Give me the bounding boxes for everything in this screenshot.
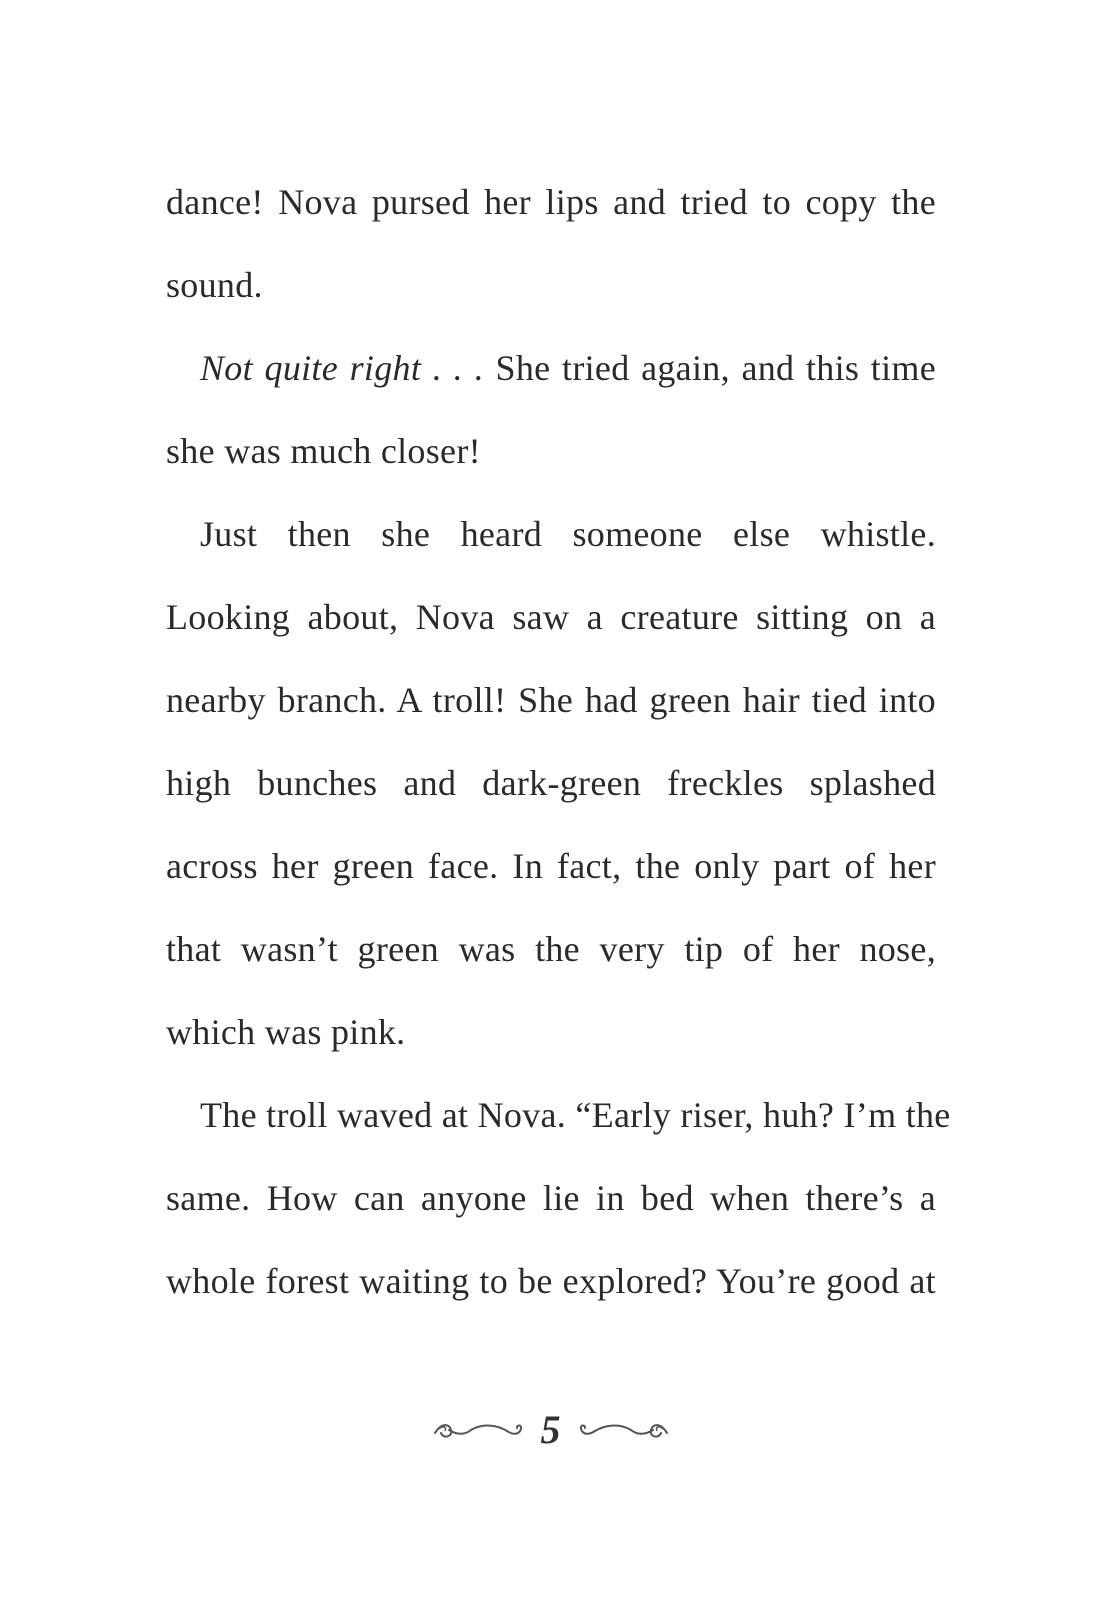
text-line: high bunches and dark-green freckles splashed <box>166 763 936 803</box>
text-line: which was pink. <box>166 1012 406 1052</box>
italic-thought: Not quite right . . . <box>200 348 484 388</box>
page-footer <box>0 1400 1101 1460</box>
flourish-left-icon <box>431 1415 527 1445</box>
text-line-composite <box>200 346 936 390</box>
page-number: 5 <box>540 1407 561 1452</box>
text-line: she was much closer! <box>166 431 481 471</box>
text-line: that wasn’t green was the very tip of her nose, <box>166 929 936 969</box>
text-line: dance! Nova pursed her lips and tried to copy the <box>166 182 936 222</box>
text-line: same. How can anyone lie in bed when there’s a <box>166 1178 936 1218</box>
text-line: whole forest waiting to be explored? You’re good at <box>166 1261 936 1301</box>
text-line: sound. <box>166 265 263 305</box>
text-line: Looking about, Nova saw a creature sitting on a <box>166 597 936 637</box>
text-line: nearby branch. A troll! She had green hair tied into <box>166 680 936 720</box>
text-line: The troll waved at Nova. “Early riser, huh? I’m the <box>200 1095 951 1135</box>
text-line: Just then she heard someone else whistle. <box>200 514 936 554</box>
text-line: across her green face. In fact, the only part of her <box>166 846 936 886</box>
flourish-right-icon <box>575 1415 671 1445</box>
text-span: She tried again, and this time <box>483 348 936 388</box>
